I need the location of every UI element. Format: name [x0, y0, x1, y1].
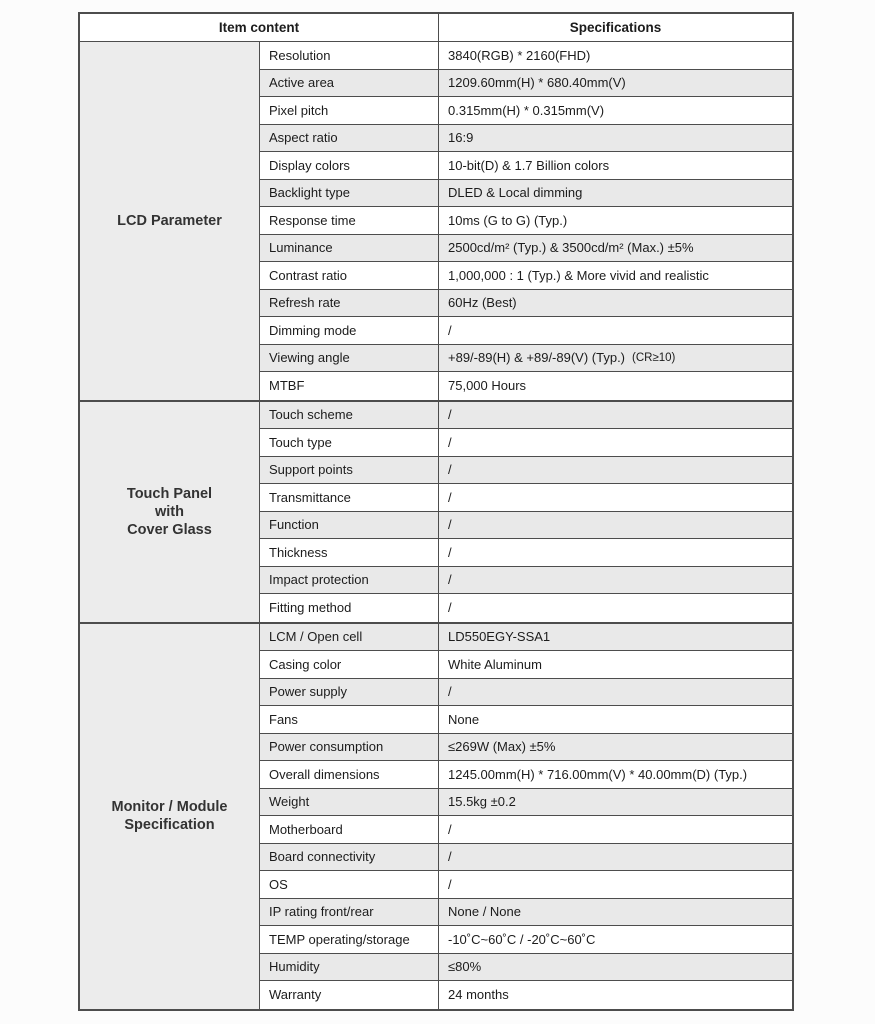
row-value: White Aluminum — [448, 656, 542, 672]
row-value: 2500cd/m² (Typ.) & 3500cd/m² (Max.) ±5% — [448, 240, 694, 256]
row-value: / — [448, 462, 452, 478]
section-title — [80, 624, 260, 1009]
row-value: 10-bit(D) & 1.7 Billion colors — [448, 157, 610, 173]
table-row — [260, 42, 792, 70]
row-value: 10ms (G to G) (Typ.) — [448, 212, 568, 228]
table-row — [260, 761, 792, 789]
table-section-2 — [80, 624, 792, 1009]
row-label: Aspect ratio — [260, 125, 439, 152]
row-label: Weight — [260, 789, 439, 816]
spec-table — [78, 12, 794, 1011]
header-item-content: Item content — [80, 14, 439, 41]
row-label: TEMP operating/storage — [260, 926, 439, 953]
table-row — [260, 97, 792, 125]
table-row — [260, 871, 792, 899]
table-row — [260, 594, 792, 622]
section-rows — [260, 624, 792, 1009]
row-value-cell — [439, 624, 792, 651]
row-value: / — [448, 517, 452, 533]
row-label: Pixel pitch — [260, 97, 439, 124]
table-row — [260, 345, 792, 373]
row-value: / — [448, 821, 452, 837]
row-value-cell — [439, 871, 792, 898]
row-value-note: (CR≥10) — [632, 351, 676, 364]
row-value: / — [448, 684, 452, 700]
section-title-line: Cover Glass — [127, 521, 212, 538]
row-label: Fitting method — [260, 594, 439, 622]
row-label: Contrast ratio — [260, 262, 439, 289]
row-label: Dimming mode — [260, 317, 439, 344]
row-value-cell — [439, 235, 792, 262]
row-value: ≤269W (Max) ±5% — [448, 739, 556, 755]
row-label: Viewing angle — [260, 345, 439, 372]
row-value: / — [448, 489, 452, 505]
row-value-cell — [439, 317, 792, 344]
row-value-cell — [439, 816, 792, 843]
section-title-line: Specification — [124, 817, 215, 833]
table-row — [260, 457, 792, 485]
table-row — [260, 235, 792, 263]
section-title-line: LCD Parameter — [117, 212, 222, 229]
row-value-cell — [439, 761, 792, 788]
table-row — [260, 180, 792, 208]
row-value: None / None — [448, 904, 521, 920]
row-value-cell — [439, 262, 792, 289]
table-row — [260, 734, 792, 762]
row-label: Humidity — [260, 954, 439, 981]
row-value-cell — [439, 70, 792, 97]
row-value-cell — [439, 97, 792, 124]
row-value-cell — [439, 290, 792, 317]
row-value-cell — [439, 512, 792, 539]
row-value-cell — [439, 926, 792, 953]
table-row — [260, 290, 792, 318]
row-value-cell — [439, 706, 792, 733]
row-value: / — [448, 876, 452, 892]
row-label: Active area — [260, 70, 439, 97]
row-value-cell — [439, 180, 792, 207]
row-label: LCM / Open cell — [260, 624, 439, 651]
row-label: Support points — [260, 457, 439, 484]
row-label: Power supply — [260, 679, 439, 706]
table-row — [260, 372, 792, 400]
table-section-1 — [80, 402, 792, 624]
section-title-line: with — [155, 503, 184, 520]
row-value: +89/-89(H) & +89/-89(V) (Typ.) — [448, 350, 626, 366]
row-value: / — [448, 600, 452, 616]
table-row — [260, 512, 792, 540]
table-section-0 — [80, 42, 792, 402]
row-label: Backlight type — [260, 180, 439, 207]
row-value-cell — [439, 679, 792, 706]
row-label: Warranty — [260, 981, 439, 1009]
row-value: ≤80% — [448, 959, 482, 975]
row-value-cell — [439, 539, 792, 566]
table-row — [260, 429, 792, 457]
table-row — [260, 125, 792, 153]
table-row — [260, 317, 792, 345]
section-title — [80, 402, 260, 622]
row-label: Impact protection — [260, 567, 439, 594]
table-row — [260, 899, 792, 927]
row-value: 16:9 — [448, 130, 474, 146]
row-value: / — [448, 572, 452, 588]
row-value: -10˚C~60˚C / -20˚C~60˚C — [448, 931, 596, 947]
section-title-line: Touch Panel — [126, 485, 213, 502]
row-label: Function — [260, 512, 439, 539]
row-label: IP rating front/rear — [260, 899, 439, 926]
table-row — [260, 981, 792, 1009]
row-value: LD550EGY-SSA1 — [448, 629, 551, 645]
row-value: 75,000 Hours — [448, 378, 527, 394]
row-value: 0.315mm(H) * 0.315mm(V) — [448, 102, 605, 118]
row-value-cell — [439, 899, 792, 926]
row-value: / — [448, 544, 452, 560]
row-label: Touch scheme — [260, 402, 439, 429]
table-row — [260, 954, 792, 982]
section-rows — [260, 42, 792, 400]
row-value: DLED & Local dimming — [448, 185, 583, 201]
table-row — [260, 539, 792, 567]
row-value: / — [448, 322, 452, 338]
section-rows — [260, 402, 792, 622]
row-value-cell — [439, 981, 792, 1009]
row-value: 60Hz (Best) — [448, 295, 517, 311]
table-row — [260, 207, 792, 235]
row-value-cell — [439, 457, 792, 484]
row-value: / — [448, 849, 452, 865]
row-value: 1245.00mm(H) * 716.00mm(V) * 40.00mm(D) (Typ.) — [448, 766, 748, 782]
row-label: Luminance — [260, 235, 439, 262]
table-header-row — [80, 14, 792, 42]
row-value-cell — [439, 372, 792, 400]
row-label: Refresh rate — [260, 290, 439, 317]
row-label: Transmittance — [260, 484, 439, 511]
row-value-cell — [439, 567, 792, 594]
section-title-line: Monitor / Module — [111, 799, 228, 815]
row-label: Fans — [260, 706, 439, 733]
row-value-cell — [439, 484, 792, 511]
row-value: 1,000,000 : 1 (Typ.) & More vivid and realistic — [448, 267, 709, 283]
row-value: / — [448, 407, 452, 423]
table-row — [260, 816, 792, 844]
row-label: OS — [260, 871, 439, 898]
table-body — [80, 42, 792, 1009]
row-value-cell — [439, 152, 792, 179]
row-value-cell — [439, 954, 792, 981]
row-label: Overall dimensions — [260, 761, 439, 788]
row-value: / — [448, 434, 452, 450]
row-value-cell — [439, 429, 792, 456]
row-value-cell — [439, 651, 792, 678]
row-label: Board connectivity — [260, 844, 439, 871]
table-row — [260, 706, 792, 734]
row-label: Display colors — [260, 152, 439, 179]
table-row — [260, 567, 792, 595]
row-value-cell — [439, 125, 792, 152]
row-value-cell — [439, 402, 792, 429]
table-row — [260, 402, 792, 430]
row-label: Casing color — [260, 651, 439, 678]
row-value-cell — [439, 594, 792, 622]
row-value-cell — [439, 844, 792, 871]
row-label: Resolution — [260, 42, 439, 69]
row-label: Power consumption — [260, 734, 439, 761]
table-row — [260, 262, 792, 290]
row-label: MTBF — [260, 372, 439, 400]
row-value: 1209.60mm(H) * 680.40mm(V) — [448, 75, 626, 91]
row-value-cell — [439, 42, 792, 69]
row-value-cell — [439, 207, 792, 234]
table-row — [260, 70, 792, 98]
row-value: 3840(RGB) * 2160(FHD) — [448, 47, 591, 63]
table-row — [260, 484, 792, 512]
row-value-cell — [439, 345, 792, 372]
row-value: None — [448, 711, 480, 727]
table-row — [260, 651, 792, 679]
row-label: Thickness — [260, 539, 439, 566]
row-value-cell — [439, 789, 792, 816]
table-row — [260, 152, 792, 180]
table-row — [260, 926, 792, 954]
row-value: 24 months — [448, 987, 509, 1003]
row-value-cell — [439, 734, 792, 761]
row-label: Motherboard — [260, 816, 439, 843]
table-row — [260, 679, 792, 707]
table-row — [260, 624, 792, 652]
table-row — [260, 789, 792, 817]
row-label: Response time — [260, 207, 439, 234]
section-title — [80, 42, 260, 400]
row-value: 15.5kg ±0.2 — [448, 794, 516, 810]
row-label: Touch type — [260, 429, 439, 456]
header-specifications: Specifications — [569, 20, 662, 35]
table-row — [260, 844, 792, 872]
